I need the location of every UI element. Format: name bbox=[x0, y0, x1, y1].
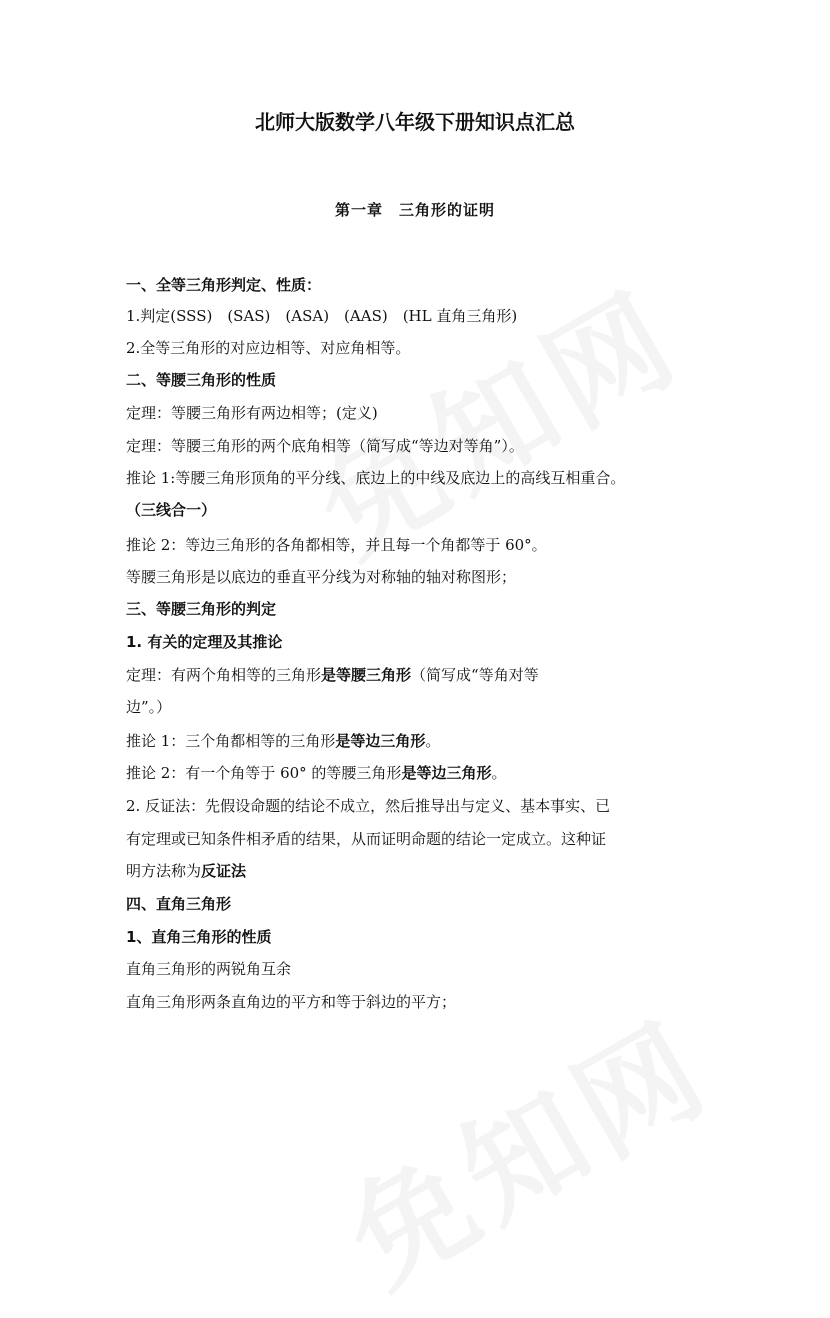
section-heading-2: 二、等腰三角形的性质 bbox=[126, 371, 277, 389]
section-heading-4: 四、直角三角形 bbox=[126, 895, 232, 913]
text-line bbox=[126, 664, 716, 686]
text-run: 推论 1：三个角都相等的三角形 bbox=[126, 732, 336, 750]
subsection-heading: 1. 有关的定理及其推论 bbox=[126, 633, 283, 651]
section-heading-1: 一、全等三角形判定、性质： bbox=[126, 276, 322, 294]
document-title: 北师大版数学八年级下册知识点汇总 bbox=[255, 110, 575, 134]
text-line: 1.判定(SSS) (SAS) (ASA) (AAS) (HL 直角三角形) bbox=[126, 307, 518, 325]
chapter-heading: 第一章 三角形的证明 bbox=[334, 201, 495, 219]
text-line: 推论 1:等腰三角形顶角的平分线、底边上的中线及底边上的高线互相重合。 bbox=[126, 469, 626, 487]
bold-term: 是等边三角形 bbox=[401, 764, 492, 782]
text-line: 推论 2：等边三角形的各角都相等，并且每一个角都等于 60°。 bbox=[126, 536, 547, 554]
text-line bbox=[126, 730, 716, 752]
text-line: 有定理或已知条件相矛盾的结果，从而证明命题的结论一定成立。这种证 bbox=[126, 830, 607, 848]
section-heading-3: 三、等腰三角形的判定 bbox=[126, 600, 277, 618]
text-line: 边”。） bbox=[126, 698, 172, 716]
text-run: 。 bbox=[425, 732, 441, 750]
text-line-bold: （三线合一） bbox=[126, 501, 217, 519]
text-line: 直角三角形两条直角边的平方和等于斜边的平方； bbox=[126, 993, 457, 1011]
bold-term: 是等边三角形 bbox=[335, 732, 426, 750]
text-line: 2. 反证法：先假设命题的结论不成立，然后推导出与定义、基本事实、已 bbox=[126, 797, 611, 815]
text-line: 直角三角形的两锐角互余 bbox=[126, 960, 292, 978]
subsection-heading: 1、直角三角形的性质 bbox=[126, 928, 272, 946]
bold-term: 是等腰三角形 bbox=[321, 666, 412, 684]
text-run: 。 bbox=[491, 764, 507, 782]
text-run: （简写成“等角对等 bbox=[411, 666, 539, 684]
text-line: 定理：等腰三角形的两个底角相等（简写成“等边对等角”）。 bbox=[126, 437, 524, 455]
text-run: 明方法称为 bbox=[126, 862, 202, 880]
text-line bbox=[126, 762, 716, 784]
text-run: 推论 2：有一个角等于 60° 的等腰三角形 bbox=[126, 764, 402, 782]
text-line: 2.全等三角形的对应边相等、对应角相等。 bbox=[126, 339, 411, 357]
text-line: 等腰三角形是以底边的垂直平分线为对称轴的轴对称图形； bbox=[126, 568, 517, 586]
watermark-bottom bbox=[313, 974, 737, 1318]
bold-term: 反证法 bbox=[201, 862, 247, 880]
text-line bbox=[126, 860, 716, 882]
text-run: 定理：有两个角相等的三角形 bbox=[126, 666, 322, 684]
text-line: 定理：等腰三角形有两边相等；(定义) bbox=[126, 404, 378, 422]
